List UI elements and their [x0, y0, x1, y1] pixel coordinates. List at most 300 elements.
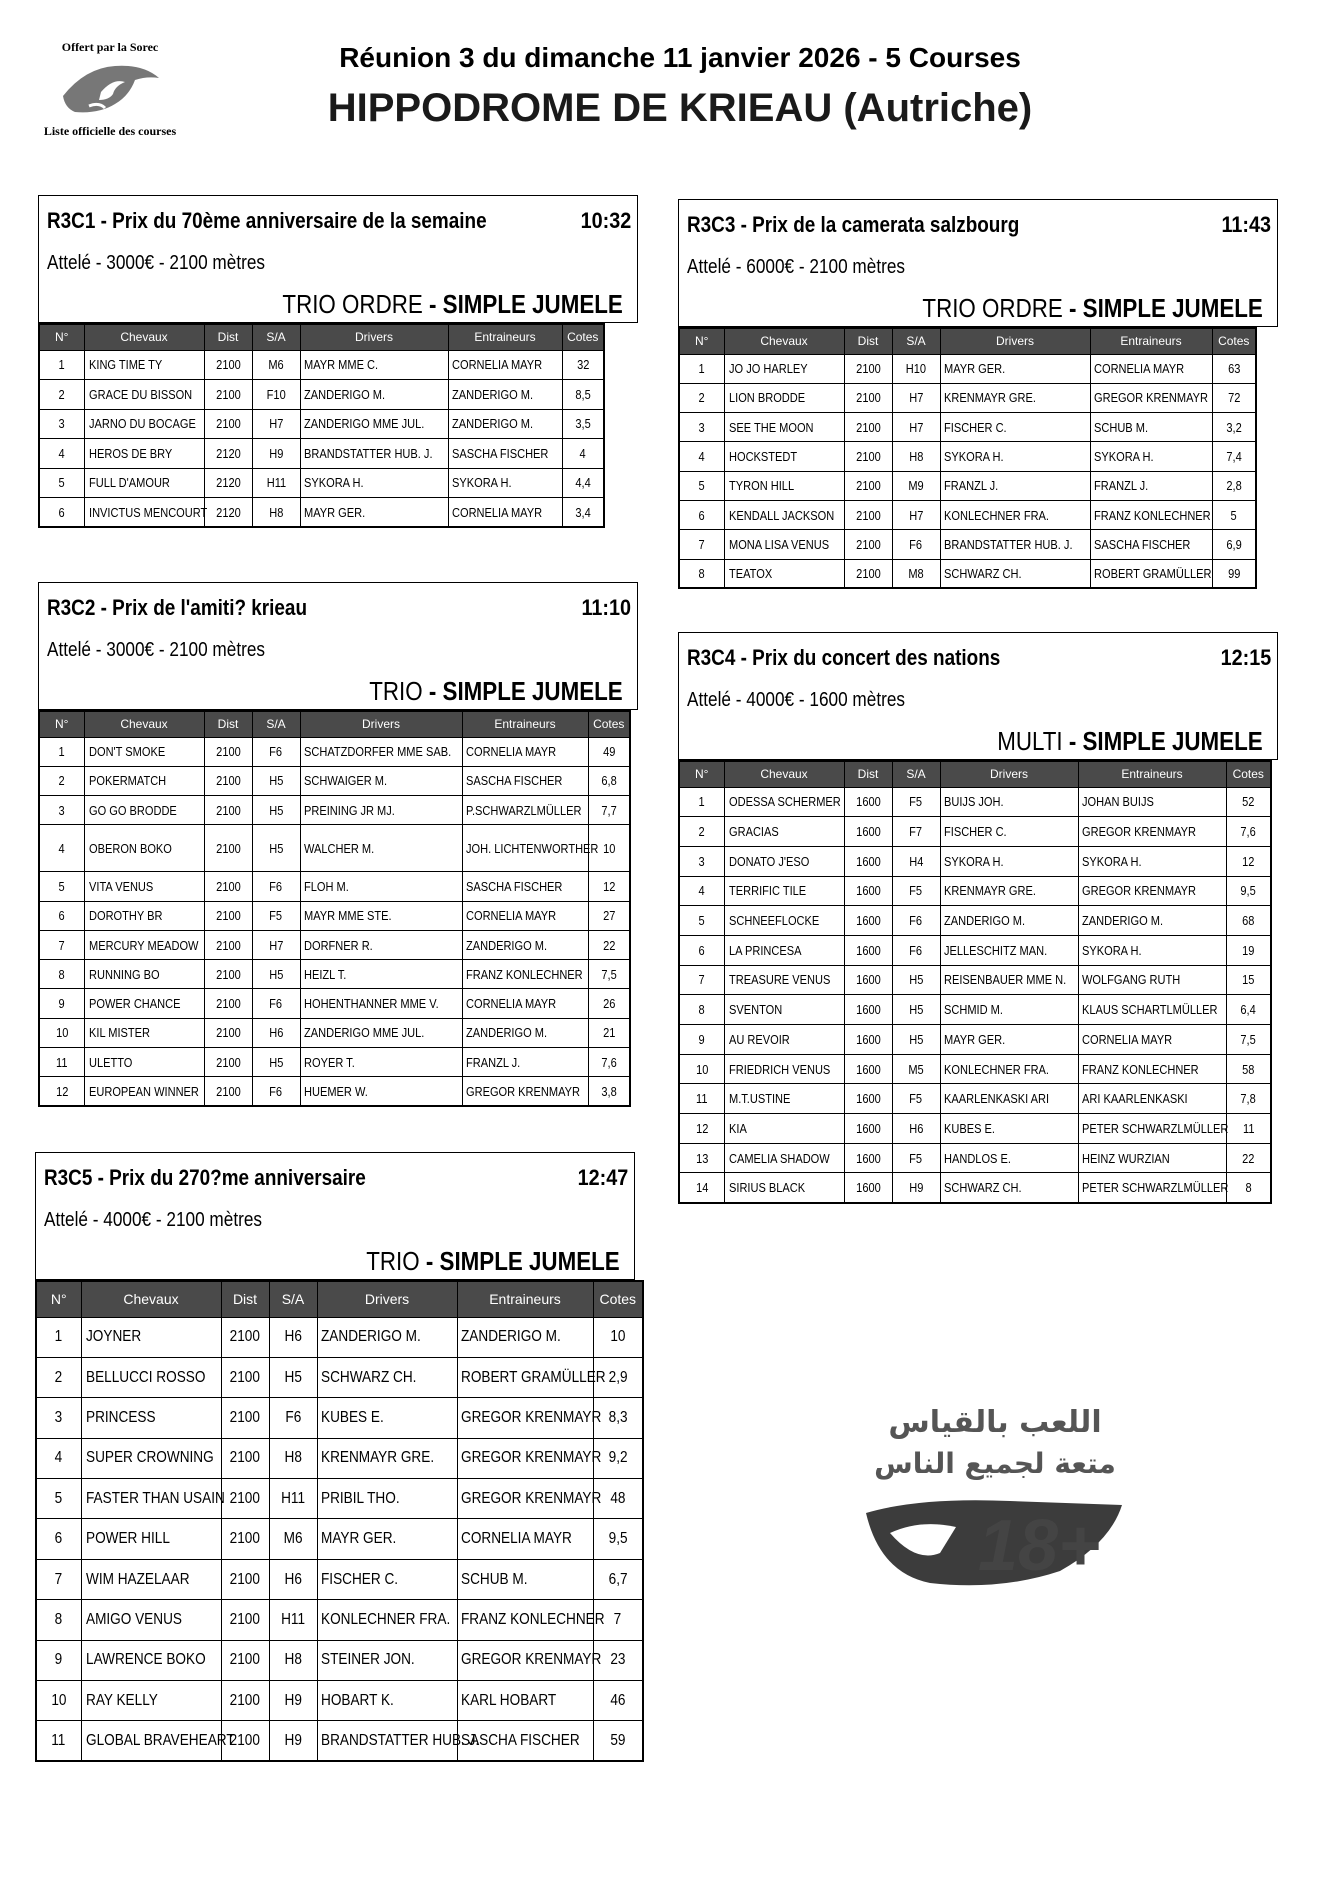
horse-name-link[interactable]: [724, 354, 844, 383]
col-trainer: [1078, 906, 1226, 936]
col-distance: [844, 530, 892, 559]
col-horse-value: JOYNER: [85, 1328, 141, 1346]
horse-name-link[interactable]: [724, 906, 844, 936]
col-number-value: 1: [698, 361, 705, 377]
horse-name-link[interactable]: [84, 350, 204, 380]
runner-row: [36, 1519, 643, 1559]
horse-name-link[interactable]: [84, 409, 204, 439]
runner-row: [679, 846, 1271, 876]
col-distance-value: 2100: [215, 966, 241, 982]
col-driver-value: KUBES E.: [320, 1408, 384, 1426]
col-sex-age-value: H5: [908, 972, 924, 988]
horse-name-link[interactable]: [81, 1357, 221, 1397]
col-sex-age-value: F5: [909, 1091, 923, 1107]
col-sex-age: [892, 846, 940, 876]
col-driver-value: ZANDERIGO M.: [303, 386, 385, 402]
col-odds-value: 59: [610, 1731, 626, 1749]
col-trainer: [462, 989, 588, 1018]
col-odds-value: 7,6: [601, 1054, 617, 1070]
horse-name-link[interactable]: [724, 1025, 844, 1055]
race-title: R3C5 - Prix du 270?me anniversaire: [44, 1165, 366, 1190]
col-distance: [204, 409, 252, 439]
col-sex-age-value: H11: [281, 1489, 305, 1507]
horse-name-link[interactable]: [84, 989, 204, 1018]
race-block-r3c2: [38, 582, 660, 1107]
col-odds-header: Cotes: [1212, 328, 1256, 354]
col-trainer-value: P.SCHWARZLMÜLLER: [465, 802, 581, 818]
col-number: [39, 468, 84, 498]
col-odds: [1226, 1173, 1271, 1203]
col-number-value: 13: [695, 1150, 708, 1166]
race-conditions: Attelé - 6000€ - 2100 mètres: [687, 256, 905, 278]
col-horse-value: LAWRENCE BOKO: [85, 1651, 206, 1669]
col-sex-age: [252, 930, 300, 959]
col-sex-age-value: H8: [908, 449, 924, 465]
col-horse-value: VITA VENUS: [88, 878, 153, 894]
horse-name-link[interactable]: [84, 766, 204, 795]
col-distance-header: Dist: [221, 1281, 269, 1317]
horse-name-link[interactable]: [81, 1640, 221, 1680]
col-odds-value: 22: [602, 937, 615, 953]
col-driver-value: FISCHER C.: [943, 824, 1007, 840]
race-time: 12:47: [577, 1165, 628, 1190]
horse-name-link[interactable]: [724, 471, 844, 500]
horse-name-link[interactable]: [724, 383, 844, 412]
col-trainer: [462, 766, 588, 795]
col-driver: [300, 468, 448, 498]
col-distance-value: 2100: [229, 1570, 261, 1588]
col-driver-value: MAYR GER.: [943, 361, 1005, 377]
horse-name-link[interactable]: [84, 796, 204, 825]
col-horse-value: SVENTON: [728, 1002, 782, 1018]
col-odds: [593, 1681, 643, 1721]
race-time: 11:43: [1221, 212, 1271, 237]
col-sex-age: [269, 1721, 317, 1761]
col-driver: [940, 500, 1090, 529]
col-odds: [588, 901, 630, 930]
col-number-value: 8: [698, 565, 705, 581]
col-driver: [940, 817, 1078, 847]
runner-row: [679, 1084, 1271, 1114]
col-number-value: 2: [58, 773, 65, 789]
horse-name-link[interactable]: [81, 1600, 221, 1640]
col-odds-value: 2,8: [1226, 478, 1242, 494]
race-block-r3c3: [678, 199, 1300, 589]
col-number-value: 5: [698, 913, 705, 929]
col-horse-value: TYRON HILL: [728, 478, 794, 494]
horse-name-link[interactable]: [84, 1077, 204, 1106]
horse-emblem-icon: [55, 56, 165, 122]
col-distance: [844, 471, 892, 500]
horse-name-link[interactable]: [84, 825, 204, 872]
col-sex-age: [252, 872, 300, 901]
col-sex-age-value: M6: [283, 1530, 303, 1548]
horse-name-link[interactable]: [81, 1438, 221, 1478]
horse-name-link[interactable]: [724, 559, 844, 588]
col-driver: [940, 965, 1078, 995]
col-distance-value: 1600: [855, 913, 881, 929]
col-sex-age: [252, 825, 300, 872]
col-driver-header: Drivers: [300, 324, 448, 350]
col-odds: [588, 960, 630, 989]
col-sex-age: [892, 383, 940, 412]
col-trainer-value: HEINZ WURZIAN: [1081, 1150, 1170, 1166]
col-driver: [300, 825, 462, 872]
table-header-row: [39, 324, 604, 350]
logo-caption-top: Offert par la Sorec: [61, 40, 159, 54]
col-sex-age-value: H5: [908, 1002, 924, 1018]
col-distance: [221, 1357, 269, 1397]
col-distance-value: 2100: [855, 565, 881, 581]
horse-name-link[interactable]: [724, 1054, 844, 1084]
runner-row: [679, 471, 1256, 500]
horse-name-link[interactable]: [81, 1681, 221, 1721]
col-distance: [844, 1143, 892, 1173]
col-driver: [300, 380, 448, 410]
runner-row: [36, 1640, 643, 1680]
col-distance: [204, 468, 252, 498]
col-horse-value: LA PRINCESA: [728, 942, 801, 958]
horse-name-link[interactable]: [81, 1559, 221, 1599]
col-driver: [317, 1479, 457, 1519]
col-sex-age-value: F5: [909, 883, 923, 899]
col-horse-value: TREASURE VENUS: [728, 972, 830, 988]
col-odds: [1226, 906, 1271, 936]
col-distance: [844, 906, 892, 936]
col-distance-value: 2100: [215, 416, 241, 432]
col-driver: [940, 1114, 1078, 1144]
runner-row: [679, 383, 1256, 412]
col-distance: [844, 1025, 892, 1055]
col-trainer-value: KARL HOBART: [460, 1691, 556, 1709]
bet-type-main: TRIO ORDRE: [282, 289, 423, 319]
col-sex-age-value: F6: [285, 1408, 301, 1426]
race-conditions: Attelé - 3000€ - 2100 mètres: [47, 639, 265, 661]
horse-name-link[interactable]: [84, 439, 204, 469]
col-odds-value: 52: [1242, 794, 1255, 810]
horse-name-link[interactable]: [81, 1721, 235, 1761]
horse-name-link[interactable]: [84, 380, 204, 410]
col-number: [679, 413, 724, 442]
col-sex-age-value: M8: [908, 565, 924, 581]
col-driver-value: FISCHER C.: [943, 419, 1007, 435]
col-sex-age-value: F10: [266, 386, 286, 402]
col-number-value: 7: [698, 972, 705, 988]
col-driver: [300, 989, 462, 1018]
col-distance-value: 1600: [855, 853, 881, 869]
col-distance-value: 2100: [215, 908, 241, 924]
col-sex-age: [892, 354, 940, 383]
col-odds-value: 22: [1242, 1150, 1255, 1166]
col-number: [679, 935, 724, 965]
col-distance-value: 2100: [855, 390, 881, 406]
col-driver-value: SCHWAIGER M.: [303, 773, 387, 789]
col-horse-value: GRACE DU BISSON: [88, 386, 192, 402]
col-horse-value: FULL D'AMOUR: [88, 475, 170, 491]
runner-row: [39, 825, 630, 872]
horse-name-link[interactable]: [84, 468, 204, 498]
runner-row: [679, 817, 1271, 847]
col-number: [36, 1600, 81, 1640]
col-trainer-value: GREGOR KRENMAYR: [460, 1489, 601, 1507]
runner-row: [39, 1048, 630, 1077]
col-sex-age: [252, 1018, 300, 1047]
runner-row: [679, 995, 1271, 1025]
race-title: R3C2 - Prix de l'amiti? krieau: [47, 595, 308, 620]
col-odds: [593, 1559, 643, 1599]
table-header-row: [36, 1281, 643, 1317]
col-odds: [1212, 413, 1256, 442]
col-driver: [940, 846, 1078, 876]
col-trainer-value: ZANDERIGO M.: [1081, 913, 1163, 929]
col-sex-age-header: S/A: [892, 328, 940, 354]
horse-name-link[interactable]: [84, 498, 207, 528]
col-odds: [1226, 1054, 1271, 1084]
col-sex-age-value: H11: [281, 1610, 305, 1628]
runner-row: [39, 960, 630, 989]
col-sex-age: [892, 442, 940, 471]
horse-name-link[interactable]: [81, 1519, 221, 1559]
col-odds: [588, 796, 630, 825]
col-distance: [204, 796, 252, 825]
col-driver-header: Drivers: [940, 328, 1090, 354]
col-horse-value: PRINCESS: [85, 1408, 156, 1426]
col-number: [39, 1018, 84, 1047]
col-number: [679, 787, 724, 817]
runner-row: [679, 413, 1256, 442]
col-trainer-value: FRANZ KONLECHNER: [460, 1610, 605, 1628]
horse-name-link[interactable]: [724, 500, 844, 529]
col-horse-value: SUPER CROWNING: [85, 1449, 214, 1467]
horse-name-link[interactable]: [724, 530, 844, 559]
col-odds-value: 11: [1242, 1120, 1254, 1136]
col-trainer: [448, 350, 562, 380]
runner-row: [679, 935, 1271, 965]
col-horse-value: MERCURY MEADOW: [88, 937, 198, 953]
col-sex-age: [252, 796, 300, 825]
col-driver: [940, 995, 1078, 1025]
race-block-r3c4: [678, 632, 1300, 1204]
col-number-value: 11: [56, 1054, 68, 1070]
col-odds: [588, 737, 630, 766]
col-distance-value: 1600: [855, 972, 881, 988]
col-sex-age-value: F6: [909, 942, 923, 958]
col-driver-value: KRENMAYR GRE.: [943, 390, 1036, 406]
col-distance: [844, 442, 892, 471]
col-number-value: 7: [58, 937, 65, 953]
responsible-gaming-line1: اللعب بالقياس: [888, 1405, 1102, 1440]
col-sex-age: [892, 1084, 940, 1114]
col-trainer-value: CORNELIA MAYR: [465, 908, 556, 924]
col-trainer: [1078, 1054, 1226, 1084]
col-sex-age-value: F5: [909, 794, 923, 810]
col-distance: [204, 1077, 252, 1106]
col-trainer-header: Entraineurs: [457, 1281, 593, 1317]
col-number-value: 3: [698, 419, 705, 435]
col-trainer: [1090, 383, 1212, 412]
col-odds-value: 8,5: [575, 386, 591, 402]
col-trainer-value: GREGOR KRENMAYR: [460, 1651, 601, 1669]
runner-row: [36, 1559, 643, 1599]
col-number: [679, 817, 724, 847]
col-number: [39, 380, 84, 410]
col-distance: [204, 737, 252, 766]
horse-name-link[interactable]: [84, 1018, 204, 1047]
col-distance-value: 2100: [215, 878, 241, 894]
col-distance-value: 2100: [215, 386, 241, 402]
col-trainer: [448, 409, 562, 439]
col-horse-value: JARNO DU BOCAGE: [88, 416, 196, 432]
col-distance: [204, 901, 252, 930]
runner-row: [39, 796, 630, 825]
horse-name-link[interactable]: [724, 995, 844, 1025]
col-trainer-value: ROBERT GRAMÜLLER: [460, 1368, 606, 1386]
col-number-value: 8: [54, 1610, 63, 1628]
horse-name-link[interactable]: [724, 965, 844, 995]
runner-row: [679, 530, 1256, 559]
runner-row: [679, 965, 1271, 995]
horse-name-link[interactable]: [724, 1143, 844, 1173]
horse-name-link[interactable]: [724, 1084, 844, 1114]
col-number: [679, 1114, 724, 1144]
col-trainer: [462, 825, 598, 872]
col-odds-value: 9,5: [1240, 883, 1256, 899]
bet-type-secondary: - SIMPLE JUMELE: [419, 1246, 620, 1276]
col-number-value: 7: [698, 536, 705, 552]
horse-name-link[interactable]: [724, 846, 844, 876]
col-sex-age-value: F6: [269, 744, 283, 760]
horse-name-link[interactable]: [724, 1114, 844, 1144]
race-title: R3C3 - Prix de la camerata salzbourg: [687, 212, 1020, 237]
col-driver: [300, 350, 448, 380]
col-distance-value: 2100: [229, 1731, 261, 1749]
horse-name-link[interactable]: [84, 872, 204, 901]
col-odds-header: Cotes: [593, 1281, 643, 1317]
col-odds-value: 12: [602, 878, 615, 894]
col-sex-age: [252, 1048, 300, 1077]
runner-row: [36, 1438, 643, 1478]
bet-type-main: TRIO: [369, 676, 423, 706]
col-distance: [844, 559, 892, 588]
horse-name-link[interactable]: [81, 1479, 225, 1519]
horse-name-link[interactable]: [84, 737, 204, 766]
col-distance: [204, 1018, 252, 1047]
horse-name-link[interactable]: [84, 960, 204, 989]
col-sex-age-value: H4: [908, 853, 924, 869]
col-driver-value: JELLESCHITZ MAN.: [943, 942, 1047, 958]
col-driver-value: KRENMAYR GRE.: [320, 1449, 434, 1467]
race-block-r3c1: [38, 195, 660, 528]
horse-name-link[interactable]: [81, 1398, 221, 1438]
col-trainer: [1090, 471, 1212, 500]
runner-row: [679, 787, 1271, 817]
col-trainer: [1078, 1025, 1226, 1055]
runner-row: [679, 500, 1256, 529]
col-trainer-value: SYKORA H.: [1081, 853, 1142, 869]
col-sex-age: [892, 413, 940, 442]
col-distance: [844, 935, 892, 965]
col-number: [39, 960, 84, 989]
horse-name-link[interactable]: [724, 442, 844, 471]
bet-type-main: TRIO: [366, 1246, 420, 1276]
col-driver-value: ZANDERIGO MME JUL.: [303, 416, 424, 432]
col-number-value: 6: [698, 507, 705, 523]
col-horse-value: WIM HAZELAAR: [85, 1570, 190, 1588]
col-sex-age: [269, 1519, 317, 1559]
col-distance-value: 2120: [215, 475, 241, 491]
horse-name-link[interactable]: [724, 1173, 844, 1203]
col-trainer-value: ZANDERIGO M.: [451, 416, 533, 432]
col-sex-age-value: F6: [909, 913, 923, 929]
col-number-header: N°: [39, 324, 84, 350]
col-odds-value: 99: [1227, 565, 1240, 581]
col-number-value: 1: [58, 357, 65, 373]
table-header-row: [679, 761, 1271, 787]
col-driver-value: KONLECHNER FRA.: [943, 507, 1049, 523]
horse-name-link[interactable]: [724, 817, 844, 847]
col-horse-value: KENDALL JACKSON: [728, 507, 834, 523]
col-driver-value: MAYR GER.: [303, 504, 365, 520]
col-distance: [221, 1681, 269, 1721]
col-horse-header: Chevaux: [81, 1281, 221, 1317]
col-odds-value: 10: [602, 840, 615, 856]
bet-type-secondary: - SIMPLE JUMELE: [1062, 726, 1263, 756]
col-sex-age: [892, 995, 940, 1025]
col-trainer-value: PETER SCHWARZLMÜLLER: [1081, 1180, 1228, 1196]
col-number-header: N°: [36, 1281, 81, 1317]
col-trainer-value: WOLFGANG RUTH: [1081, 972, 1180, 988]
col-number-value: 3: [698, 853, 705, 869]
col-odds: [593, 1317, 643, 1357]
col-driver-value: MAYR GER.: [943, 1031, 1005, 1047]
col-driver-value: PRIBIL THO.: [320, 1489, 400, 1507]
col-trainer-value: FRANZL J.: [1093, 478, 1148, 494]
col-odds-value: 2,9: [608, 1368, 628, 1386]
col-sex-age: [252, 737, 300, 766]
col-sex-age-value: H11: [266, 475, 286, 491]
horse-name-link[interactable]: [724, 787, 844, 817]
col-sex-age-value: H7: [908, 390, 924, 406]
horse-name-link[interactable]: [724, 876, 844, 906]
col-distance: [221, 1479, 269, 1519]
col-sex-age: [252, 498, 300, 528]
horse-name-link[interactable]: [81, 1317, 221, 1357]
col-trainer-value: SASCHA FISCHER: [451, 445, 548, 461]
col-driver-value: HUEMER W.: [303, 1083, 368, 1099]
col-number: [39, 989, 84, 1018]
col-number: [36, 1317, 81, 1357]
col-odds-value: 7,5: [601, 966, 617, 982]
col-distance: [204, 498, 252, 528]
col-number-value: 2: [58, 386, 65, 402]
col-sex-age: [892, 559, 940, 588]
horse-name-link[interactable]: [84, 901, 204, 930]
col-number: [39, 825, 84, 872]
runner-row: [39, 350, 604, 380]
col-trainer: [1078, 935, 1226, 965]
col-driver: [940, 1143, 1078, 1173]
col-odds-value: 12: [1242, 853, 1255, 869]
col-driver: [317, 1559, 457, 1599]
horse-name-link[interactable]: [84, 1048, 204, 1077]
horse-name-link[interactable]: [724, 935, 844, 965]
horse-name-link[interactable]: [724, 413, 844, 442]
col-driver: [940, 1025, 1078, 1055]
horse-name-link[interactable]: [84, 930, 204, 959]
col-distance: [844, 876, 892, 906]
col-number: [36, 1398, 81, 1438]
col-trainer: [462, 1018, 588, 1047]
